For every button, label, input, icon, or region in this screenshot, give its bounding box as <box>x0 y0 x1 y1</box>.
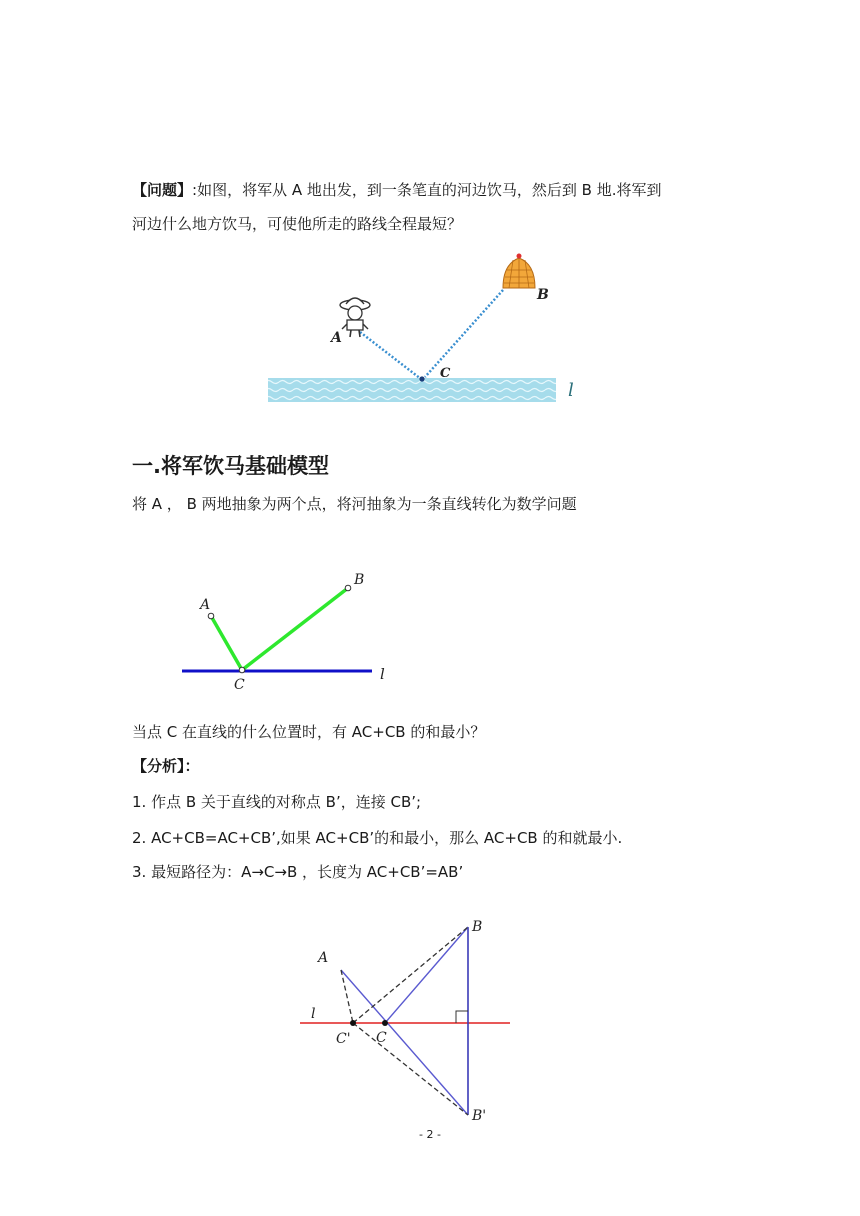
point-b <box>345 585 351 591</box>
segment-ab-prime <box>341 970 468 1115</box>
river <box>268 378 556 402</box>
label-a: A <box>200 597 211 613</box>
segment-c-prime-b <box>353 927 468 1023</box>
path-cb <box>425 290 503 377</box>
label-c-prime: C' <box>336 1031 351 1047</box>
segment-ac <box>211 616 242 670</box>
segment-cb <box>242 588 348 670</box>
analysis-item-3: 3. 最短路径为：A→C→B ，长度为 AC+CB’=AB’ <box>132 863 464 881</box>
page-number: - 2 - <box>419 1128 441 1141</box>
problem-text-1: :如图，将军从 A 地出发，到一条笔直的河边饮马，然后到 B 地.将军到 <box>192 181 662 199</box>
segment-c-prime-b-prime <box>353 1023 468 1115</box>
point-c-prime <box>350 1020 356 1026</box>
label-a: A <box>331 330 342 346</box>
problem-line-2: 河边什么地方饮马，可使他所走的路线全程最短？ <box>132 215 463 233</box>
analysis-item-2: 2. AC+CB=AC+CB’,如果 AC+CB’的和最小，那么 AC+CB 的和就最小. <box>132 829 623 847</box>
question-text: 当点 C 在直线的什么位置时，有 AC+CB 的和最小？ <box>132 723 486 741</box>
analysis-item-1: 1. 作点 B 关于直线的对称点 B’，连接 CB’; <box>132 793 422 811</box>
problem-label: 【问题】 <box>132 181 193 199</box>
label-c: C <box>234 677 245 693</box>
right-angle-mark <box>456 1011 468 1023</box>
section-heading: 一.将军饮马基础模型 <box>132 454 329 478</box>
label-b: B <box>537 287 549 303</box>
label-b-prime: B' <box>472 1108 487 1124</box>
path-ac <box>360 332 421 379</box>
point-c <box>419 376 424 381</box>
segment-ac-prime <box>341 970 353 1023</box>
problem-line-1 <box>132 180 661 200</box>
label-l: l <box>311 1006 316 1022</box>
section-intro: 将 A ， B 两地抽象为两个点，将河抽象为一条直线转化为数学问题 <box>132 495 577 513</box>
general-icon <box>340 298 370 337</box>
point-a <box>208 613 214 619</box>
figure-basic-model <box>170 565 410 695</box>
label-c: C <box>440 366 451 381</box>
label-c: C <box>376 1030 387 1046</box>
yurt-icon <box>503 254 535 289</box>
figure-river <box>265 250 595 410</box>
analysis-label: 【分析】： <box>132 757 200 775</box>
segment-cb <box>385 927 468 1023</box>
point-c <box>239 667 245 673</box>
label-b: B <box>354 572 365 588</box>
label-b: B <box>472 919 483 935</box>
label-a: A <box>318 950 329 966</box>
figure-reflection <box>290 910 520 1130</box>
label-l: l <box>380 665 385 683</box>
label-l: l <box>568 380 574 401</box>
point-c <box>382 1020 388 1026</box>
